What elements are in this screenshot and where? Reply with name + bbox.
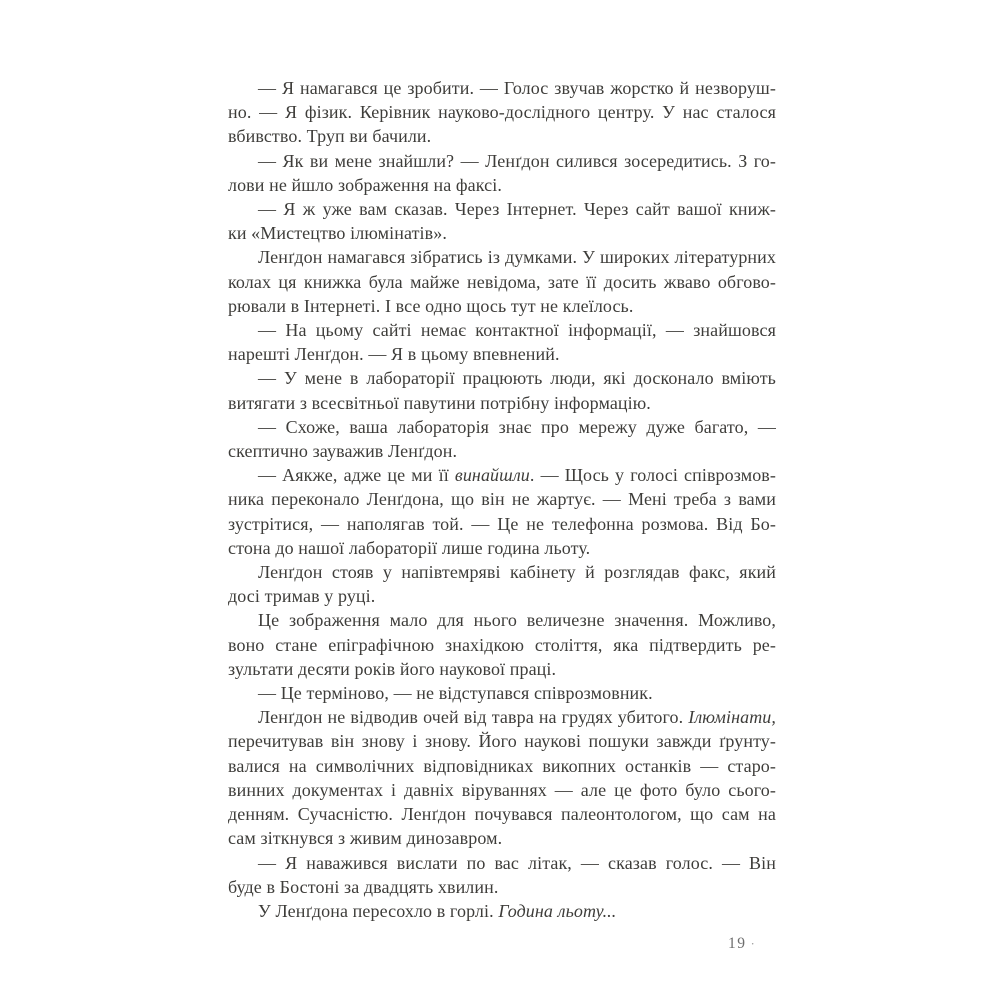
text-block	[228, 76, 776, 923]
text-line: стона до нашої лабораторії лише година льоту.	[228, 537, 591, 558]
text-line: вбивство. Труп ви бачили.	[228, 126, 432, 147]
page-number	[728, 935, 755, 953]
text-line: — Я наважився вислати по вас літак, — сказав голос. — Він	[258, 852, 776, 873]
text-line: Ленґдон намагався зібратись із думками. У широких літературних	[258, 247, 776, 268]
text-line: скептично зауважив Ленґдон.	[228, 441, 458, 462]
text-line: рювали в Інтернеті. І все одно щось тут не клеїлось.	[228, 295, 634, 316]
text-line: зустрітися, — наполягав той. — Це не телефонна розмова. Від Бо-	[228, 513, 776, 534]
text-line: Це зображення мало для нього величезне значення. Можливо,	[258, 610, 776, 631]
text-line: воно стане епіграфічною знахідкою століття, яка підтвердить ре-	[228, 634, 776, 655]
text-line: перечитував він знову і знову. Його наукові пошуки завжди ґрунту-	[228, 731, 776, 752]
text-line: — У мене в лабораторії працюють люди, які досконало вміють	[258, 368, 776, 389]
text-line: сам зіткнувся з живим динозавром.	[228, 828, 503, 849]
text-line: — Схоже, ваша лабораторія знає про мережу дуже багато, —	[258, 416, 776, 437]
text-line: — Я ж уже вам сказав. Через Інтернет. Через сайт вашої книж-	[258, 199, 776, 220]
text-line: винних документах і давніх віруваннях — але це фото було сього-	[228, 779, 776, 800]
paragraph	[228, 608, 776, 681]
text-line: — Аякже, адже це ми її винайшли. — Щось у голосі співрозмов-	[258, 465, 776, 486]
page-number-value: 19	[728, 935, 747, 952]
paragraph	[228, 463, 776, 560]
text-line: лови не йшло зображення на факсі.	[228, 174, 502, 195]
text-line: колах ця книжка була майже невідома, зате її досить жваво обгово-	[228, 271, 776, 292]
paragraph	[228, 76, 776, 149]
text-line: — Я намагався це зробити. — Голос звучав жорстко й незворуш-	[258, 78, 776, 98]
text-line: буде в Бостоні за двадцять хвилин.	[228, 876, 499, 897]
text-line: зультати десяти років його наукової праці.	[228, 658, 557, 679]
paragraph	[228, 197, 776, 245]
text-line: но. — Я фізик. Керівник науково-дослідного центру. У нас сталося	[228, 102, 776, 123]
paragraph	[228, 415, 776, 463]
text-line: ки «Мистецтво ілюмінатів».	[228, 223, 447, 244]
text-line: — Це терміново, — не відступався співрозмовник.	[258, 683, 653, 704]
paragraph	[228, 851, 776, 899]
text-line: валися на символічних відповідниках викопних останків — старо-	[228, 755, 776, 776]
paragraph	[228, 245, 776, 318]
text-line: Ленґдон не відводив очей від тавра на грудях убитого. Ілюмінати,	[258, 707, 776, 728]
text-line: — Як ви мене знайшли? — Ленґдон силився зосередитись. З го-	[258, 150, 776, 171]
paragraph	[228, 705, 776, 850]
text-line: Ленґдон стояв у напівтемряві кабінету й розглядав факс, який	[258, 562, 776, 583]
text-line: У Ленґдона пересохло в горлі. Година льоту...	[258, 900, 617, 921]
page-number-separator-dot: ·	[750, 936, 755, 951]
paragraph	[228, 318, 776, 366]
paragraph	[228, 681, 776, 705]
paragraph	[228, 366, 776, 414]
paragraph	[228, 560, 776, 608]
paragraph	[228, 149, 776, 197]
text-line: денням. Сучасністю. Ленґдон почувався палеонтологом, що сам на	[228, 804, 776, 825]
text-line: витягати з всесвітньої павутини потрібну інформацію.	[228, 392, 651, 413]
text-line: — На цьому сайті немає контактної інформації, — знайшовся	[258, 320, 776, 341]
text-line: ника переконало Ленґдона, що він не жартує. — Мені треба з вами	[228, 489, 776, 510]
paragraph	[228, 899, 776, 923]
text-line: досі тримав у руці.	[228, 586, 376, 607]
text-line: нарешті Ленґдон. — Я в цьому впевнений.	[228, 344, 560, 365]
